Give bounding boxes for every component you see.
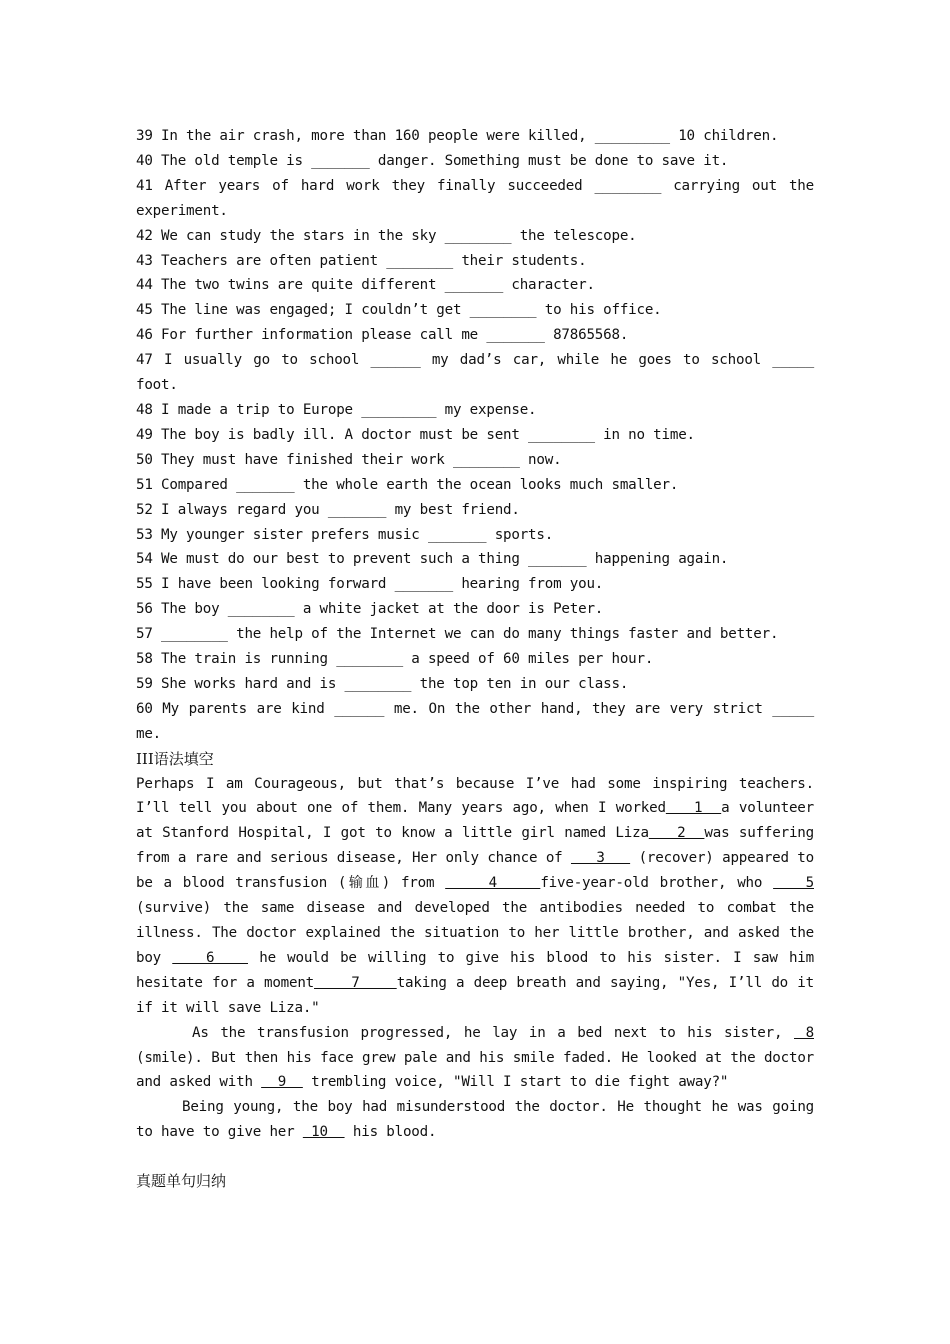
blank-8: 8 xyxy=(794,1024,814,1041)
question-60: 60 My parents are kind ______ me. On the other hand, they are very strict _____ me. xyxy=(136,700,814,742)
section-heading-grammar-fill: III语法填空 xyxy=(136,749,214,768)
question-55: 55 I have been looking forward _______ hearing from you. xyxy=(136,576,604,593)
passage-text: Perhaps I am Courageous, but that’s because I’ve had some inspiring teachers. I’ll tell you about one of them. Many years ago, when I worked xyxy=(136,775,814,817)
question-43: 43 Teachers are often patient ________ their students. xyxy=(136,252,587,269)
passage-paragraph-2 xyxy=(136,1021,814,1096)
blank-9: 9 xyxy=(261,1074,303,1091)
question-56: 56 The boy ________ a white jacket at the door is Peter. xyxy=(136,601,604,618)
question-49: 49 The boy is badly ill. A doctor must be sent ________ in no time. xyxy=(136,426,695,443)
blank-6: 6 xyxy=(172,949,248,966)
question-44: 44 The two twins are quite different _______ character. xyxy=(136,277,595,294)
question-41: 41 After years of hard work they finally succeeded ________ carrying out the experiment. xyxy=(136,177,814,219)
passage-text: was suffering from a rare and serious disease, Her only chance of xyxy=(136,825,814,867)
question-46: 46 For further information please call me _______ 87865568. xyxy=(136,327,629,344)
question-54: 54 We must do our best to prevent such a thing _______ happening again. xyxy=(136,551,729,568)
passage-paragraph-1 xyxy=(136,772,814,1021)
question-50: 50 They must have finished their work ________ now. xyxy=(136,451,562,468)
blank-3: 3 xyxy=(570,850,631,867)
passage-text: (smile). But then his face grew pale and his smile faded. He looked at the doctor and asked with xyxy=(136,1049,814,1091)
question-48: 48 I made a trip to Europe _________ my expense. xyxy=(136,401,537,418)
question-57: 57 ________ the help of the Internet we can do many things faster and better. xyxy=(136,626,779,643)
passage-paragraph-3 xyxy=(136,1095,814,1145)
passage-text: (survive) the same disease and developed the antibodies needed to combat the illness. The doctor explained the situation to her little brother, and asked the boy xyxy=(136,900,814,966)
question-list xyxy=(136,124,814,747)
passage-text: As the transfusion progressed, he lay in a bed next to his sister, xyxy=(192,1024,794,1041)
passage-text: taking a deep breath and saying, "Yes, I’ll do it if it will save Liza." xyxy=(136,974,814,1016)
question-51: 51 Compared _______ the whole earth the ocean looks much smaller. xyxy=(136,476,679,493)
blank-10: 10 xyxy=(302,1124,345,1141)
question-53: 53 My younger sister prefers music _______ sports. xyxy=(136,526,554,543)
question-47: 47 I usually go to school ______ my dad’s car, while he goes to school _____ foot. xyxy=(136,352,814,394)
passage-text: Being young, the boy had misunderstood the doctor. He thought he was going to have to give her xyxy=(136,1099,814,1141)
blank-4: 4 xyxy=(445,875,541,892)
passage-text: his blood. xyxy=(344,1124,437,1141)
question-58: 58 The train is running ________ a speed of 60 miles per hour. xyxy=(136,651,654,668)
passage-text: he would be willing to give his blood to his sister. I saw him hesitate for a moment xyxy=(136,949,814,991)
question-59: 59 She works hard and is ________ the top ten in our class. xyxy=(136,675,629,692)
blank-2: 2 xyxy=(648,825,705,842)
section-heading-summary: 真题单句归纳 xyxy=(136,1172,227,1191)
blank-7: 7 xyxy=(314,974,397,991)
question-52: 52 I always regard you _______ my best friend. xyxy=(136,501,520,518)
question-42: 42 We can study the stars in the sky ________ the telescope. xyxy=(136,227,637,244)
question-40: 40 The old temple is _______ danger. Something must be done to save it. xyxy=(136,152,729,169)
blank-1: 1 xyxy=(665,800,722,817)
passage-text: a volunteer at Stanford Hospital, I got to know a little girl named Liza xyxy=(136,800,814,842)
passage-text: trembling voice, "Will I start to die fight away?" xyxy=(302,1074,729,1091)
question-39: 39 In the air crash, more than 160 people were killed, _________ 10 children. xyxy=(136,128,779,144)
question-45: 45 The line was engaged; I couldn’t get ________ to his office. xyxy=(136,302,662,319)
blank-5: 5 xyxy=(773,875,814,892)
section-spacer xyxy=(136,1145,814,1169)
passage-text: five-year-old brother, who xyxy=(540,875,774,892)
document-page xyxy=(136,124,814,1194)
passage-text: (recover) appeared to be a blood transfusion (输血) from xyxy=(136,850,814,892)
